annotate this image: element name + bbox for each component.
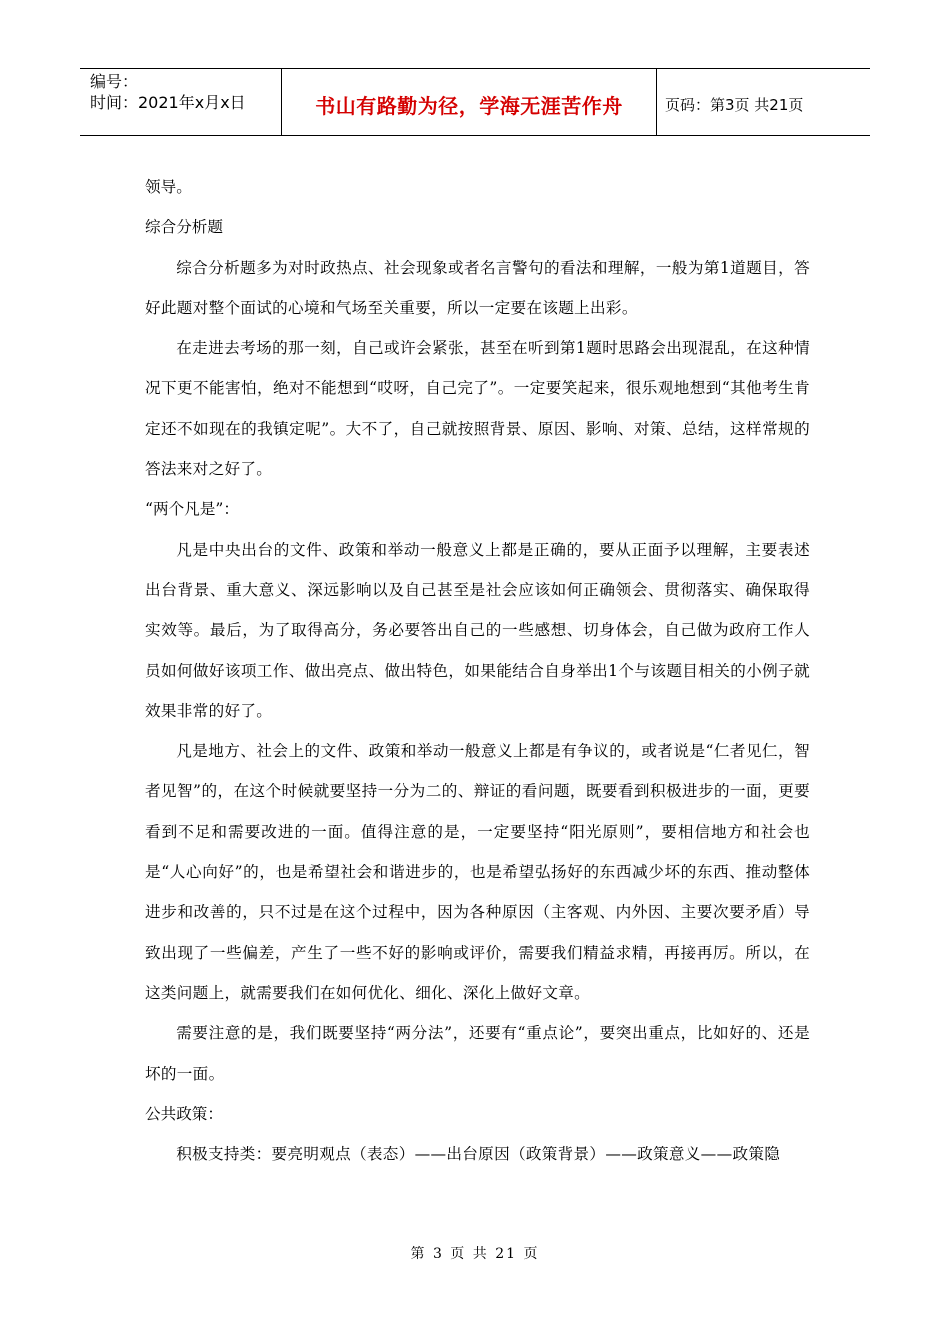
serial-number-label: 编号： — [90, 72, 139, 91]
section-heading-comprehensive-analysis: 综合分析题 — [145, 218, 223, 237]
paragraph: 综合分析题多为对时政热点、社会现象或者名言警句的看法和理解，一般为第1道题目，答好此题对整个面试的心境和气场至关重要，所以一定要在该题上出彩。 — [145, 258, 810, 317]
date-label: 时间：2021年x月x日 — [90, 93, 246, 112]
paragraph: 凡是地方、社会上的文件、政策和举动一般意义上都是有争议的，或者说是“仁者见仁，智者见智”的，在这个时候就要坚持一分为二的、辩证的看问题，既要看到积极进步的一面，更要看到不足和需要改进的一面。值得注意的是，一定要坚持“阳光原则”，要相信地方和社会也是“人心向好”的，也是希望社会和谐进步的，也是希望弘扬好的东西减少坏的东西、推动整体进步和改善的，只不过是在这个过程中，因为各种原因（主客观、内外因、主要次要矛盾）导致出现了一些偏差，产生了一些不好的影响或评价，需要我们精益求精，再接再厉。所以，在这类问题上，就需要我们在如何优化、细化、深化上做好文章。 — [145, 742, 810, 1002]
header-meta-cell — [80, 69, 281, 135]
paragraph: 在走进去考场的那一刻，自己或许会紧张，甚至在听到第1题时思路会出现混乱，在这种情况下更不能害怕，绝对不能想到“哎呀，自己完了”。一定要笑起来，很乐观地想到“其他考生肯定还不如现在的我镇定呢”。大不了，自己就按照背景、原因、影响、对策、总结，这样常规的答法来对之好了。 — [145, 339, 810, 479]
paragraph-continued: 领导。 — [145, 178, 192, 196]
paragraph: 需要注意的是，我们既要坚持“两分法”，还要有“重点论”，要突出重点，比如好的、还是坏的一面。 — [145, 1024, 810, 1083]
document-header — [80, 68, 870, 136]
header-motto: 书山有路勤为径，学海无涯苦作舟 — [315, 93, 623, 118]
page-footer: 第 3 页 共 21 页 — [410, 1246, 540, 1262]
section-heading-two-whatevers: “两个凡是”： — [145, 500, 239, 519]
section-heading-public-policy: 公共政策： — [145, 1104, 223, 1123]
header-motto-cell — [281, 69, 657, 135]
header-page-cell — [657, 69, 870, 135]
document-body — [145, 167, 810, 1174]
paragraph: 凡是中央出台的文件、政策和举动一般意义上都是正确的，要从正面予以理解，主要表述出台背景、重大意义、深远影响以及自己甚至是社会应该如何正确领会、贯彻落实、确保取得实效等。最后，为了取得高分，务必要答出自己的一些感想、切身体会，自己做为政府工作人员如何做好该项工作、做出亮点、做出特色，如果能结合自身举出1个与该题目相关的小例子就效果非常的好了。 — [145, 540, 810, 720]
header-page-number: 页码：第3页 共21页 — [665, 95, 804, 114]
paragraph: 积极支持类：要亮明观点（表态）——出台原因（政策背景）——政策意义——政策隐 — [176, 1145, 781, 1164]
